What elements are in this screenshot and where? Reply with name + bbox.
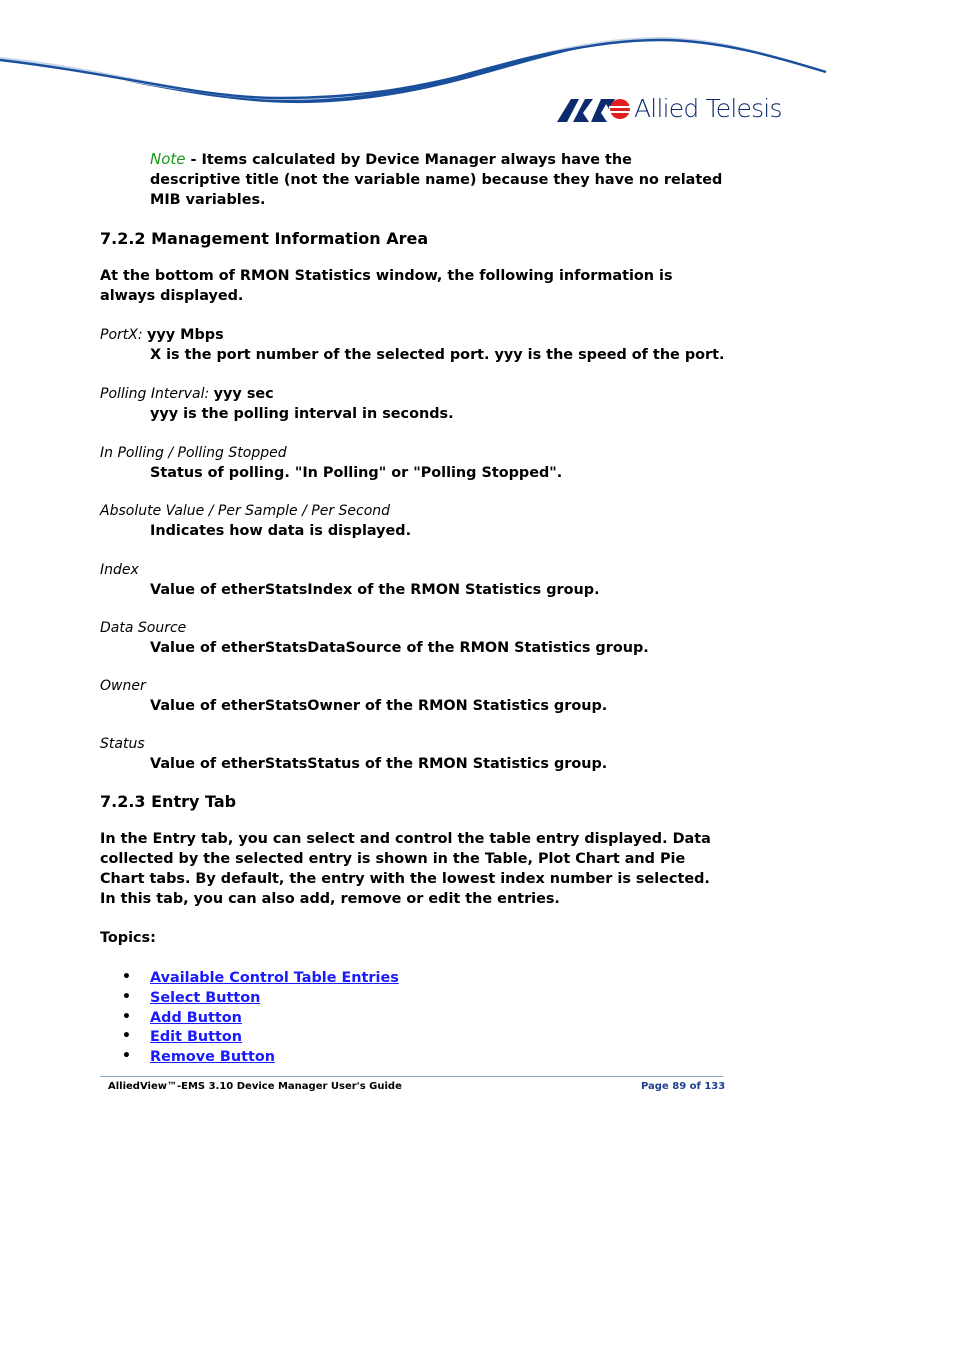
bullet-icon: •: [122, 969, 131, 985]
brand-name: Allied Telesis: [634, 94, 782, 123]
link-available-control-table-entries[interactable]: Available Control Table Entries: [150, 970, 399, 986]
bullet-icon: •: [122, 1008, 131, 1025]
term-label: Polling Interval:: [100, 386, 210, 402]
section-heading-entry-tab: 7.2.3 Entry Tab: [100, 792, 237, 811]
list-item: [100, 1046, 725, 1066]
topics-list: [100, 967, 725, 1066]
definition-index: [100, 560, 725, 600]
definition-display-mode: [100, 501, 725, 541]
term-label: PortX:: [100, 327, 143, 343]
management-info-intro: At the bottom of RMON Statistics window, the following information is always displayed.: [100, 268, 673, 304]
definition-list: [100, 325, 725, 774]
term-label: Owner: [100, 678, 146, 694]
definition-status: [100, 734, 725, 774]
list-item: [100, 1007, 725, 1027]
entry-tab-intro: In the Entry tab, you can select and control the table entry displayed. Data collected by the selected entry is shown in the Table, Plot Chart and Pie Chart tabs. By default, the entry with the lowest index number is selected. In this tab, you can also add, remove or edit the entries.: [100, 831, 711, 907]
term-description: yyy is the polling interval in seconds.: [150, 406, 454, 422]
note-text: - Items calculated by Device Manager always have the descriptive title (not the variable name) because they have no related MIB variables.: [150, 152, 723, 208]
term-description: X is the port number of the selected port. yyy is the speed of the port.: [150, 347, 725, 363]
link-add-button[interactable]: Add Button: [150, 1009, 242, 1026]
definition-owner: [100, 676, 725, 716]
page-content: [100, 149, 725, 1066]
footer-divider: [100, 1076, 723, 1077]
brand-mark-icon: [557, 95, 631, 123]
topics-label: Topics:: [100, 930, 156, 946]
note-label: Note: [150, 150, 186, 168]
list-item: [100, 967, 725, 987]
definition-polling-interval: [100, 384, 725, 424]
term-description: Value of etherStatsIndex of the RMON Statistics group.: [150, 582, 600, 598]
term-value: yyy sec: [213, 386, 274, 402]
term-description: Value of etherStatsDataSource of the RMON Statistics group.: [150, 640, 649, 656]
definition-polling-status: [100, 443, 725, 483]
footer-title: AlliedView™-EMS 3.10 Device Manager User's Guide: [108, 1081, 402, 1092]
header-swoosh: [0, 0, 954, 140]
term-label: Status: [100, 736, 145, 752]
link-edit-button[interactable]: Edit Button: [150, 1029, 243, 1046]
note-paragraph: [150, 149, 725, 210]
link-select-button[interactable]: Select Button: [150, 989, 261, 1006]
term-label: Absolute Value / Per Sample / Per Second: [100, 503, 391, 519]
list-item: [100, 1026, 725, 1046]
term-description: Indicates how data is displayed.: [150, 523, 412, 539]
definition-portx: [100, 325, 725, 365]
allied-telesis-logo: [557, 94, 782, 124]
bullet-icon: •: [122, 1048, 131, 1065]
bullet-icon: •: [122, 1028, 131, 1045]
bullet-icon: •: [122, 988, 131, 1005]
footer-page-number: Page 89 of 133: [641, 1081, 726, 1092]
term-label: Index: [100, 562, 139, 578]
term-label: In Polling / Polling Stopped: [100, 445, 287, 461]
term-description: Value of etherStatsStatus of the RMON Statistics group.: [150, 756, 608, 772]
list-item: [100, 987, 725, 1007]
definition-data-source: [100, 618, 725, 658]
section-heading-management-info: 7.2.2 Management Information Area: [100, 229, 429, 248]
term-description: Status of polling. "In Polling" or "Polling Stopped".: [150, 465, 563, 481]
link-remove-button[interactable]: Remove Button: [150, 1049, 275, 1066]
term-label: Data Source: [100, 620, 187, 636]
term-description: Value of etherStatsOwner of the RMON Statistics group.: [150, 698, 608, 714]
term-value: yyy Mbps: [147, 327, 224, 343]
